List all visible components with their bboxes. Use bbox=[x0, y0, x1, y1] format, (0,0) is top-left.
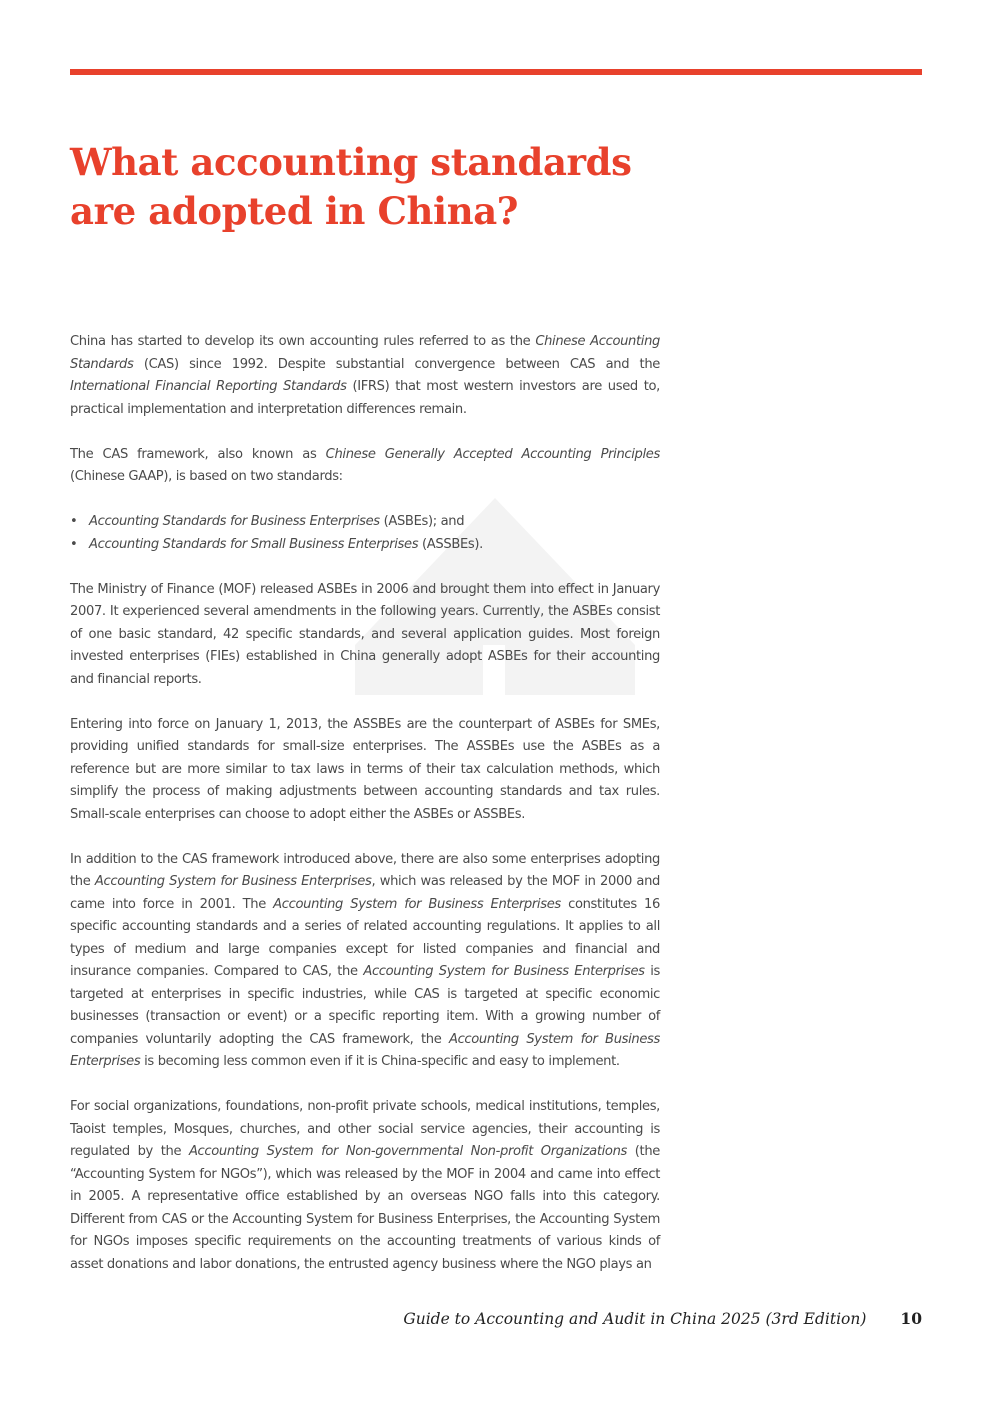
paragraph-1 bbox=[70, 331, 660, 421]
paragraph-5 bbox=[70, 849, 660, 1074]
bullet-icon: • bbox=[70, 514, 78, 529]
italic-term: Accounting Standards for Small Business Enterprises bbox=[89, 536, 419, 552]
guide-title: Guide to Accounting and Audit in China 2025 (3rd Edition) bbox=[403, 1310, 867, 1328]
text-run: The CAS framework, also known as bbox=[70, 446, 326, 462]
italic-term: International Financial Reporting Standards bbox=[70, 379, 347, 394]
page-number: 10 bbox=[900, 1309, 922, 1328]
text-run: is becoming less common even if it is China-specific and easy to implement. bbox=[140, 1054, 620, 1069]
text-run: is targeted at enterprises in specific industries, while CAS is targeted at specific economic businesses (transaction or event) or a specific reporting item. With a growing number of companies voluntarily adopting the CAS framework, the bbox=[70, 964, 661, 1047]
italic-term: Accounting System for Business Enterprises bbox=[94, 874, 372, 889]
text-run: (the “Accounting System for NGOs”), which was released by the MOF in 2004 and came into effect in 2005. A representative office established by an overseas NGO falls into this category. Different from CAS or the Accounting System for Business Enterprises, the Accounting System for NGOs imposes specific requirements on the accounting treatments of various kinds of asset donations and labor donations, the entrusted agency business where the NGO plays an bbox=[70, 1144, 660, 1272]
text-run: China has started to develop its own accounting rules referred to as the bbox=[70, 334, 536, 349]
body-text bbox=[70, 331, 660, 1299]
paragraph-6 bbox=[70, 1096, 660, 1276]
text-run: In addition to the CAS framework introduced above, there are also some enterprises adopting the bbox=[70, 851, 660, 889]
text-run: , which was released by the MOF in 2000 and came into force in 2001. The bbox=[70, 874, 661, 912]
page-title bbox=[70, 138, 770, 236]
text-run: constitutes 16 specific accounting standards and a series of related accounting regulations. It applies to all types of medium and large companies except for listed companies and financial and insurance companies. Compared to CAS, the bbox=[70, 896, 660, 979]
paragraph-2 bbox=[70, 444, 660, 489]
list-item bbox=[70, 511, 660, 534]
paragraph-4: Entering into force on January 1, 2013, the ASSBEs are the counterpart of ASBEs for SMEs, providing unified standards for small-size enterprises. The ASSBEs use the ASBEs as a reference but are more similar to tax laws in terms of their tax calculation methods, which simplify the process of making adjustments between accounting standards and tax rules. Small-scale enterprises can choose to adopt either the ASBEs or ASSBEs. bbox=[70, 716, 660, 822]
italic-term: Accounting Standards for Business Enterprises bbox=[89, 514, 380, 529]
bullet-icon: • bbox=[70, 536, 78, 552]
text-run: (CAS) since 1992. Despite substantial convergence between CAS and the bbox=[133, 356, 660, 372]
title-line-1: What accounting standards bbox=[70, 140, 632, 184]
italic-term: Chinese Accounting Standards bbox=[70, 334, 660, 372]
text-run: For social organizations, foundations, non-profit private schools, medical institutions, temples, Taoist temples, Mosques, churches, and other social service agencies, their accounting is regulated by the bbox=[70, 1099, 660, 1159]
text-run: (ASSBEs). bbox=[418, 536, 483, 552]
italic-term: Accounting System for Business Enterprises bbox=[273, 896, 561, 912]
italic-term: Chinese Generally Accepted Accounting Principles bbox=[325, 446, 660, 462]
italic-term: Accounting System for Non-governmental Non-profit Organizations bbox=[188, 1144, 627, 1159]
text-run: (ASBEs); and bbox=[379, 514, 465, 529]
italic-term: Accounting System for Business Enterprises bbox=[363, 964, 645, 979]
paragraph-3: The Ministry of Finance (MOF) released ASBEs in 2006 and brought them into effect in January 2007. It experienced several amendments in the following years. Currently, the ASBEs consist of one basic standard, 42 specific standards, and several application guides. Most foreign invested enterprises (FIEs) established in China generally adopt ASBEs for their accounting and financial reports. bbox=[70, 581, 660, 687]
title-line-2: are adopted in China? bbox=[70, 189, 519, 233]
text-run: (IFRS) that most western investors are used to, practical implementation and interpretation differences remain. bbox=[70, 379, 660, 417]
text-run: (Chinese GAAP), is based on two standards: bbox=[70, 469, 343, 484]
page-footer bbox=[403, 1308, 922, 1330]
italic-term: Accounting System for Business Enterprises bbox=[70, 1031, 660, 1069]
standards-list bbox=[70, 511, 660, 556]
list-item bbox=[70, 534, 660, 557]
top-accent-rule bbox=[70, 69, 922, 75]
